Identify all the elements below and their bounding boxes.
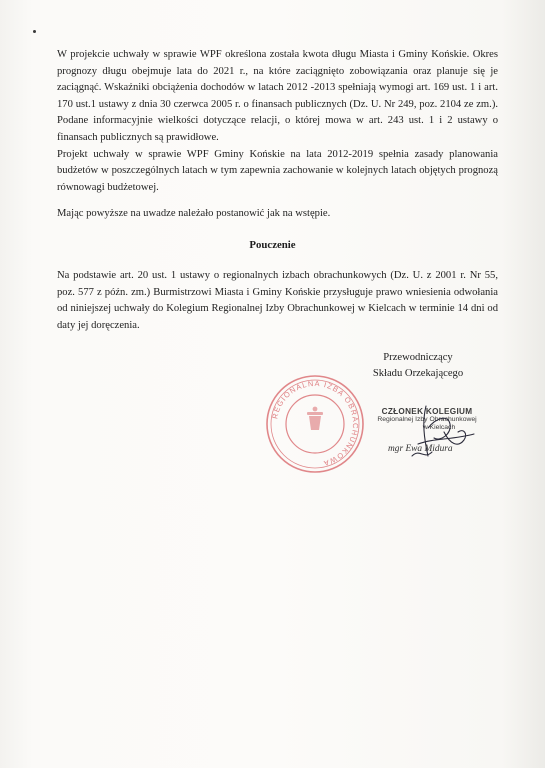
conclusion-text: Mając powyższe na uwadze należało postanowić jak na wstępie. (57, 208, 331, 219)
pouczenie-text: Na podstawie art. 20 ust. 1 ustawy o regionalnych izbach obrachunkowych (Dz. U. z 2001 r. Nr 55, poz. 577 z późn. zm.) Burmistrzowi Miasta i Gminy Końskie przysługuje prawo wniesienia odwołania od niniejszej uchwały do Kolegium Regionalnej Izby Obrachunkowej w Kielcach w terminie 14 dni od daty jej doręczenia. (57, 270, 498, 331)
handwritten-signature (404, 398, 484, 468)
stamp-institution: Regionalnej Izby Obrachunkowej (377, 416, 477, 423)
paragraph-wpf-project: Projekt uchwały w sprawie WPF Gminy Końskie na lata 2012-2019 spełnia zasady planowania budżetów w poszczególnych latach w tym zapewnia zachowanie w kolejnych latach objętych prognozą równowagi budżetowej. (57, 148, 498, 193)
pouczenie-paragraph (57, 268, 498, 334)
main-paragraphs (57, 47, 498, 196)
signatory-role (358, 350, 478, 382)
margin-dot (33, 30, 36, 33)
seal-ring-text: REGIONALNA IZBA OBRACHUNKOWA (270, 378, 361, 469)
paragraph-wpf-debt: W projekcie uchwały w sprawie WPF określona została kwota długu Miasta i Gminy Końskie. Okres prognozy długu obejmuje lata do 2021 r., na które zaciągnięto zobowiązania oraz planuje się je zaciągnąć. Wskaźniki obciążenia dochodów w latach 2012 -2013 spełniają wymogi art. 169 ust. 1 i art. 170 ust.1 ustawy z dnia 30 czerwca 2005 r. o finansach publicznych (Dz. U. Nr 249, poz. 2104 ze zm.). Podane informacyjnie wielkości dotyczące relacji, o której mowa w art. 243 ust. 1 i 2 ustawy o finansach publicznych są prawidłowe. (57, 49, 498, 143)
stamp-city: w Kielcach (422, 424, 456, 431)
signatory-name: mgr Ewa Midura (388, 444, 453, 454)
pouczenie-heading: Pouczenie (249, 239, 296, 251)
conclusion-paragraph (57, 206, 498, 223)
official-seal-stamp (263, 372, 367, 476)
role-line-1: Przewodniczący (383, 352, 453, 363)
role-line-2: Składu Orzekającego (372, 368, 464, 379)
stamp-title: CZŁONEK KOLEGIUM (381, 407, 473, 416)
